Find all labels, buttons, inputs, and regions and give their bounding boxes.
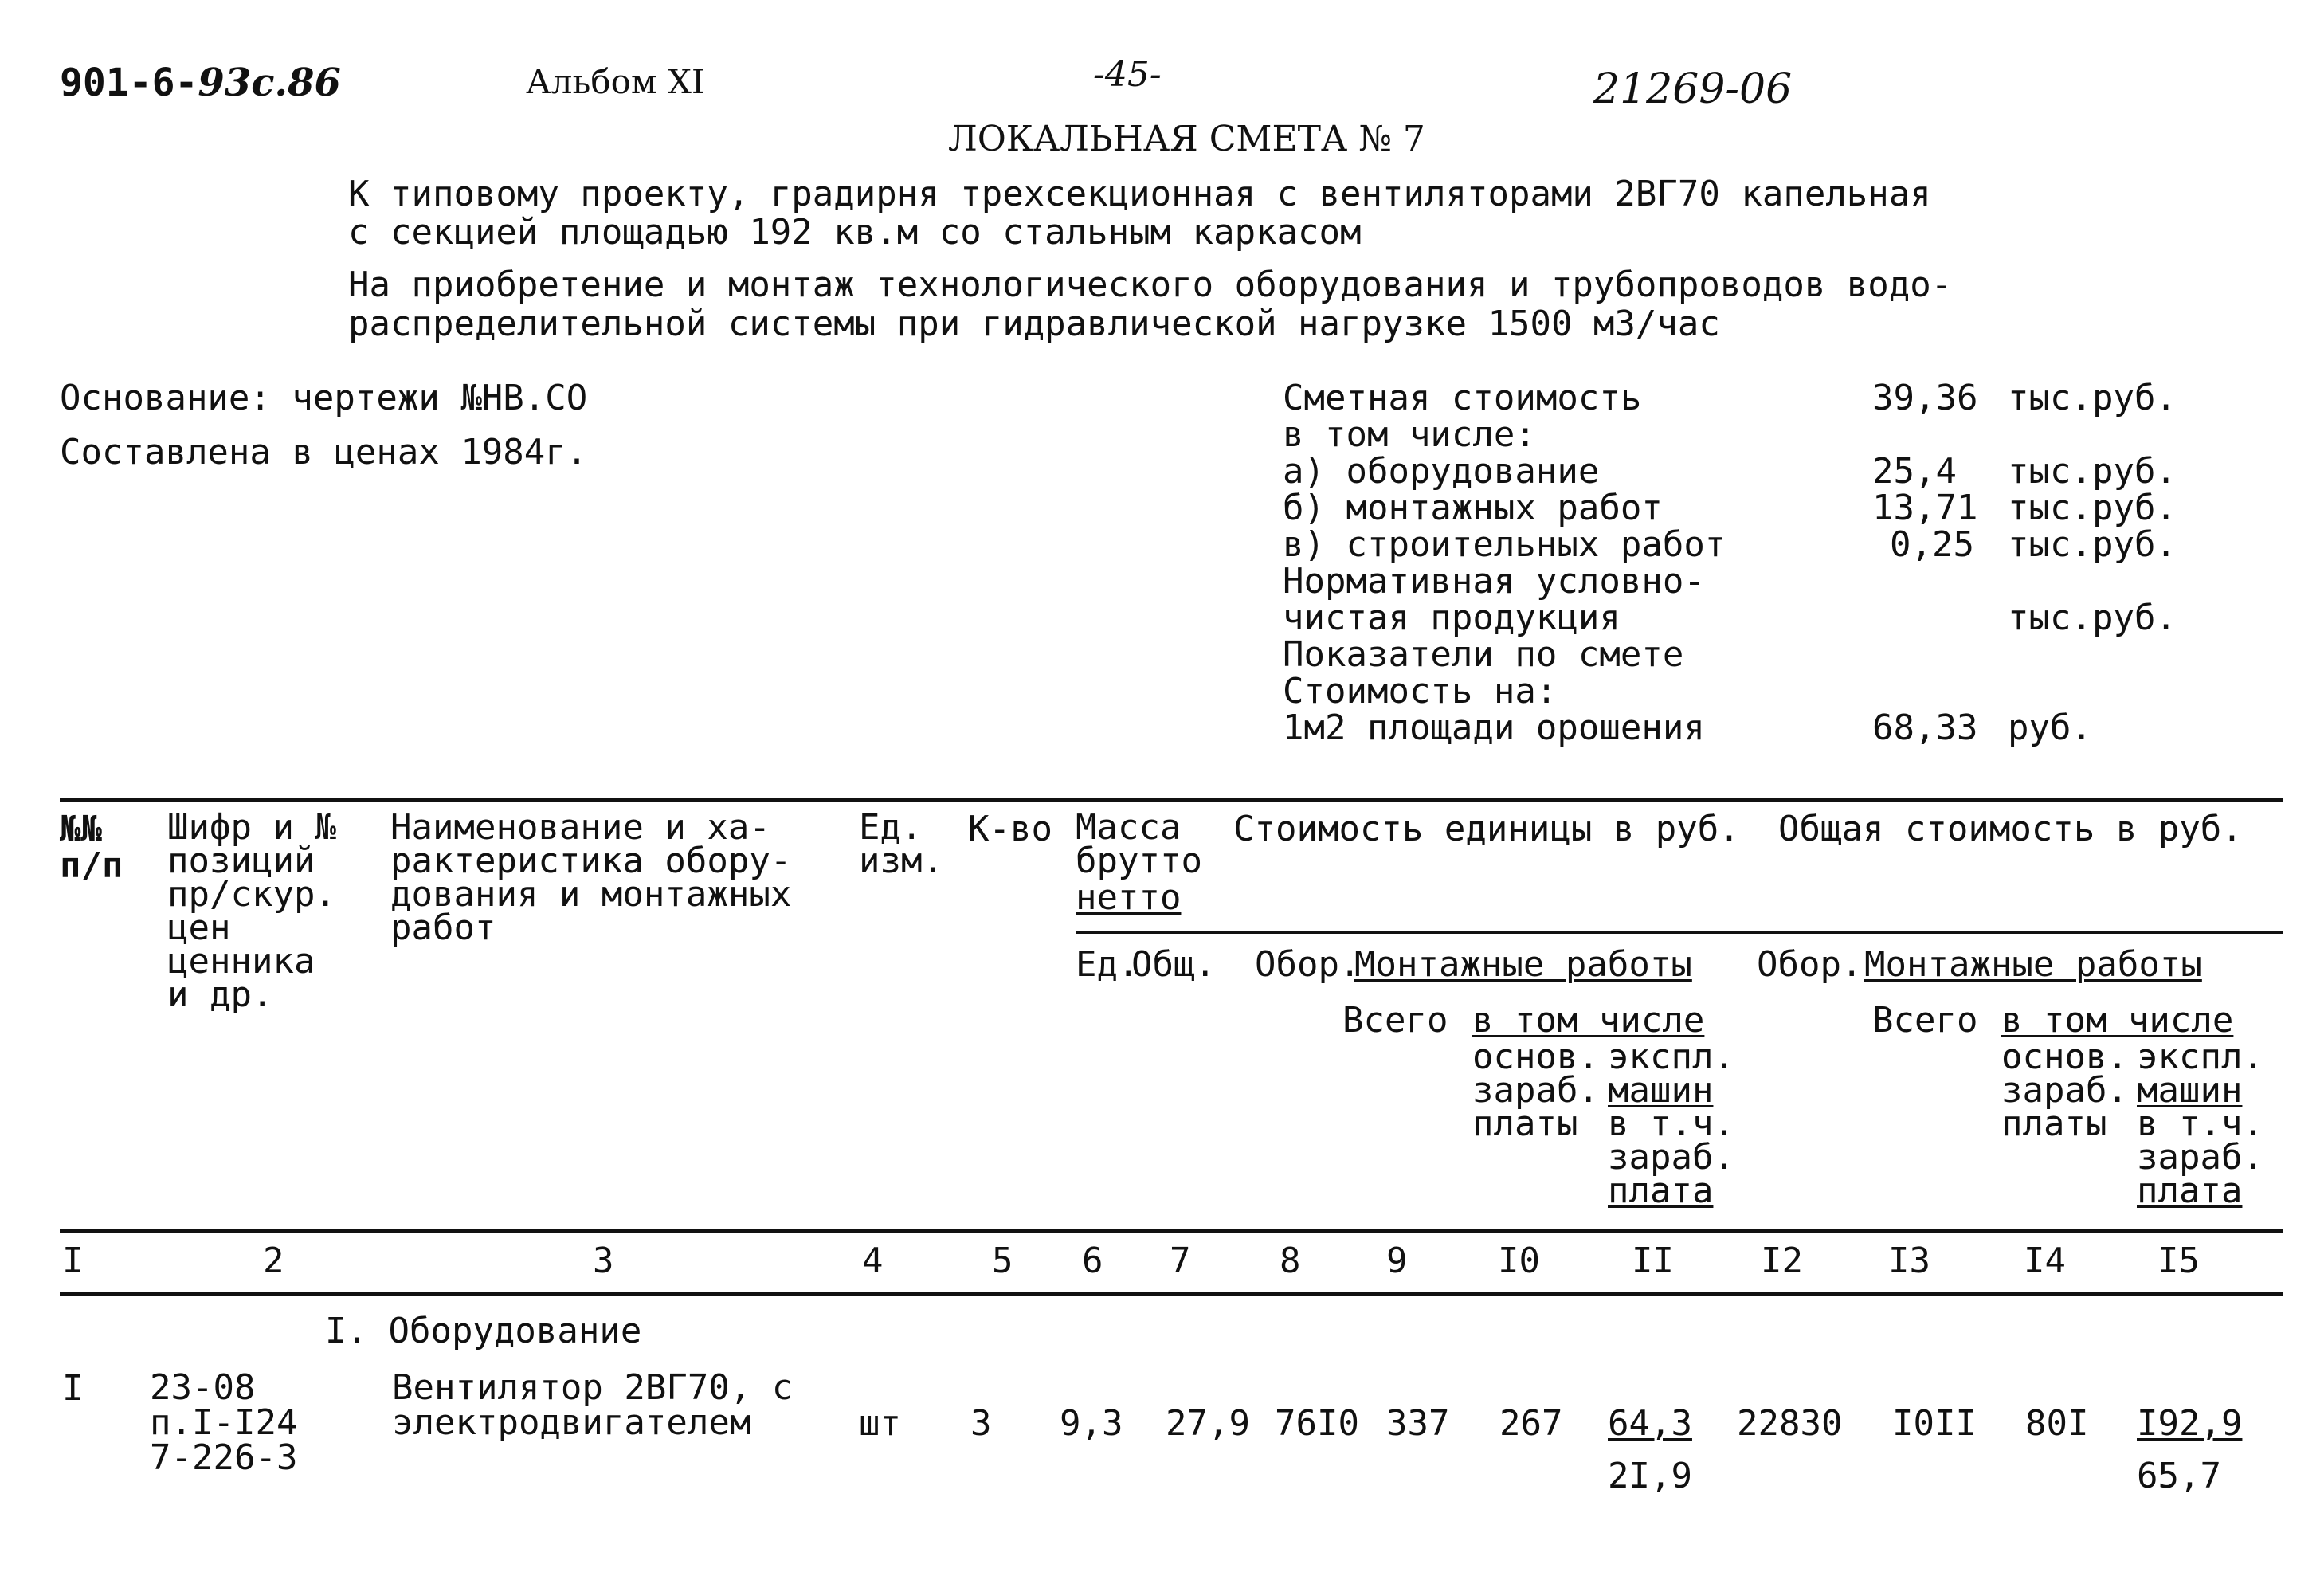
row-machines-wage-total: 65,7 bbox=[2137, 1456, 2221, 1496]
summary-label-1: в том числе: bbox=[1283, 414, 1536, 455]
row-mass-total: 27,9 bbox=[1166, 1403, 1250, 1444]
colnum-5: 5 bbox=[992, 1241, 1013, 1281]
project-line-2: с секцией площадью 192 кв.м со стальным каркасом bbox=[348, 212, 1362, 253]
doc-code-printed: 901-6- bbox=[60, 61, 198, 105]
hdr-ed: Ед. bbox=[1076, 944, 1139, 985]
summary-value-4: 0,25 bbox=[1890, 524, 1974, 565]
colnum-2: 2 bbox=[263, 1241, 284, 1281]
summary-value-9: 68,33 bbox=[1872, 708, 1978, 748]
summary-label-3: б) монтажных работ bbox=[1283, 488, 1663, 528]
colnum-6: 6 bbox=[1082, 1241, 1103, 1281]
colnum-9: 9 bbox=[1386, 1241, 1408, 1281]
basis-prices: Составлена в ценах 1984г. bbox=[60, 432, 588, 472]
project-line-3: На приобретение и монтаж технологического оборудования и трубопроводов водо- bbox=[348, 265, 1953, 305]
colnum-7: 7 bbox=[1170, 1241, 1191, 1281]
section-title: I. Оборудование bbox=[325, 1311, 642, 1351]
doc-code bbox=[60, 61, 341, 105]
row-equip-unit: 76I0 bbox=[1275, 1403, 1359, 1444]
summary-unit-9: руб. bbox=[2008, 708, 2092, 748]
hdr-osnov-total: основ. зараб. платы bbox=[2001, 1037, 2128, 1144]
colnum-1: I bbox=[62, 1241, 84, 1281]
summary-unit-6: тыс.руб. bbox=[2008, 598, 2177, 638]
hdr-vtch-unit: в т.ч. зараб. bbox=[1608, 1104, 1734, 1178]
album-label: Альбом XI bbox=[526, 62, 705, 101]
row-unit: шт bbox=[859, 1403, 901, 1444]
project-line-4: распределительной системы при гидравлической нагрузке 1500 м3/час bbox=[348, 304, 1720, 344]
row-qty: 3 bbox=[970, 1403, 992, 1444]
hdr-vtom-total: в том числе bbox=[2001, 1000, 2234, 1041]
row-base-wage-unit: 267 bbox=[1499, 1403, 1563, 1444]
summary-label-5: Нормативная условно- bbox=[1283, 561, 1705, 602]
header-rule-4 bbox=[60, 1292, 2283, 1296]
row-mont-total: I0II bbox=[1892, 1403, 1977, 1444]
hdr-expl-total: экспл. bbox=[2137, 1037, 2263, 1077]
summary-unit-4: тыс.руб. bbox=[2008, 524, 2177, 565]
hdr-unit: Ед. изм. bbox=[859, 807, 943, 881]
hdr-vsego-total: Всего bbox=[1872, 1000, 1978, 1041]
row-mont-total-unit: 337 bbox=[1386, 1403, 1450, 1444]
summary-label-7: Показатели по смете bbox=[1283, 634, 1684, 675]
hdr-mont-unit: Монтажные работы bbox=[1354, 944, 1692, 985]
summary-label-4: в) строительных работ bbox=[1283, 524, 1726, 565]
hdr-netto: нетто bbox=[1076, 877, 1182, 918]
colnum-10: I0 bbox=[1498, 1241, 1540, 1281]
row-code: 23-08 п.I-I24 7-226-3 bbox=[150, 1367, 298, 1478]
summary-label-6: чистая продукция bbox=[1283, 598, 1621, 638]
hdr-mashin-total: машин bbox=[2137, 1070, 2243, 1111]
hdr-num: №№ п/п bbox=[60, 809, 123, 886]
colnum-8: 8 bbox=[1280, 1241, 1301, 1281]
colnum-14: I4 bbox=[2024, 1241, 2066, 1281]
hdr-obor-unit: Обор. bbox=[1255, 944, 1361, 985]
row-machines-wage-unit: 2I,9 bbox=[1608, 1456, 1692, 1496]
colnum-4: 4 bbox=[862, 1241, 884, 1281]
summary-value-3: 13,71 bbox=[1872, 488, 1978, 528]
hdr-vtch-total: в т.ч. зараб. bbox=[2137, 1104, 2263, 1178]
hdr-code: Шифр и № позиций пр/скур. цен ценника и др. bbox=[167, 807, 336, 1015]
row-mass-unit: 9,3 bbox=[1060, 1403, 1123, 1444]
registry-number: 21269-06 bbox=[1593, 65, 1793, 113]
summary-label-2: а) оборудование bbox=[1283, 451, 1600, 492]
row-base-wage-total: 80I bbox=[2025, 1403, 2089, 1444]
colnum-12: I2 bbox=[1761, 1241, 1803, 1281]
hdr-obor-total: Обор. bbox=[1757, 944, 1863, 985]
header-rule-3 bbox=[60, 1229, 2283, 1233]
summary-unit-0: тыс.руб. bbox=[2008, 378, 2177, 418]
hdr-qty: К-во bbox=[968, 809, 1052, 849]
hdr-unit-cost: Стоимость единицы в руб. bbox=[1233, 809, 1740, 849]
colnum-13: I3 bbox=[1888, 1241, 1930, 1281]
hdr-name: Наименование и ха- рактеристика обору- дования и монтажных работ bbox=[390, 807, 792, 948]
row-equip-total: 22830 bbox=[1737, 1403, 1843, 1444]
hdr-vsego-unit: Всего bbox=[1342, 1000, 1448, 1041]
colnum-3: 3 bbox=[593, 1241, 614, 1281]
hdr-plata-unit: плата bbox=[1608, 1170, 1714, 1211]
hdr-expl-unit: экспл. bbox=[1608, 1037, 1734, 1077]
row-num: I bbox=[62, 1368, 84, 1409]
page-title: ЛОКАЛЬНАЯ СМЕТА № 7 bbox=[948, 119, 1425, 159]
hdr-plata-total: плата bbox=[2137, 1170, 2243, 1211]
row-machines-total: I92,9 bbox=[2137, 1403, 2243, 1444]
header-rule-2 bbox=[1076, 931, 2283, 934]
basis-foundation: Основание: чертежи №НВ.СО bbox=[60, 378, 588, 418]
doc-code-handwritten: 93с.86 bbox=[198, 61, 341, 105]
row-name: Вентилятор 2ВГ70, с электродвигателем bbox=[392, 1367, 794, 1443]
summary-unit-2: тыс.руб. bbox=[2008, 451, 2177, 492]
summary-unit-3: тыс.руб. bbox=[2008, 488, 2177, 528]
hdr-mashin-unit: машин bbox=[1608, 1070, 1714, 1111]
summary-value-2: 25,4 bbox=[1872, 451, 1957, 492]
hdr-obsh: Общ. bbox=[1131, 944, 1216, 985]
row-machines-unit: 64,3 bbox=[1608, 1403, 1692, 1444]
colnum-15: I5 bbox=[2157, 1241, 2200, 1281]
page-number: -45- bbox=[1093, 54, 1162, 95]
summary-label-8: Стоимость на: bbox=[1283, 671, 1558, 712]
hdr-mont-total: Монтажные работы bbox=[1864, 944, 2202, 985]
hdr-total-cost: Общая стоимость в руб. bbox=[1778, 809, 2243, 849]
hdr-mass: Масса брутто bbox=[1076, 807, 1202, 881]
hdr-vtom-unit: в том числе bbox=[1472, 1000, 1705, 1041]
colnum-11: II bbox=[1632, 1241, 1674, 1281]
hdr-osnov-unit: основ. зараб. платы bbox=[1472, 1037, 1599, 1144]
summary-label-0: Сметная стоимость bbox=[1283, 378, 1642, 418]
project-line-1: К типовому проекту, градирня трехсекционная с вентиляторами 2ВГ70 капельная bbox=[348, 174, 1931, 214]
table-top-rule bbox=[60, 798, 2283, 802]
summary-label-9: 1м2 площади орошения bbox=[1283, 708, 1705, 748]
summary-value-0: 39,36 bbox=[1872, 378, 1978, 418]
